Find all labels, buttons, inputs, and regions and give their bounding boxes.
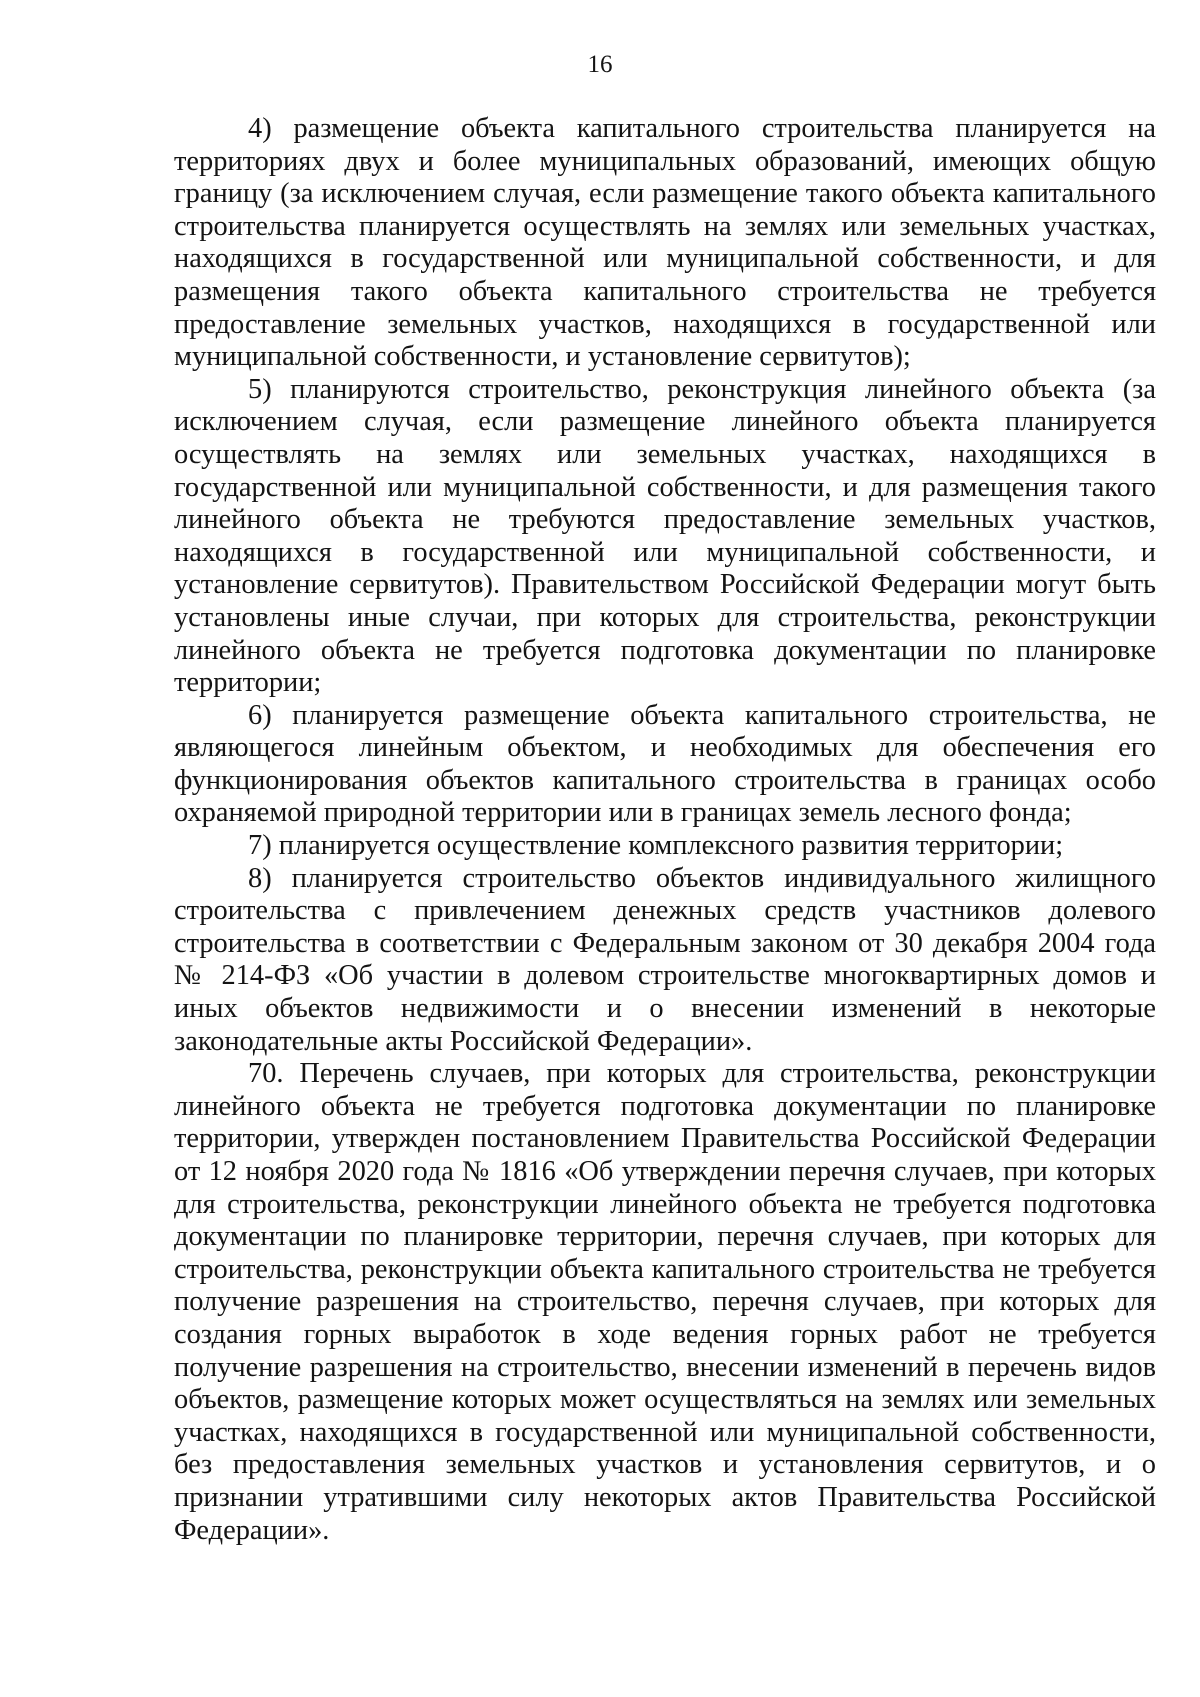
list-item-5: 5) планируются строительство, реконструкция линейного объекта (за исключением случая, если размещение линейного объекта планируется осуществлять на землях или земельных участках, находящихся в государственной или муниципальной собственности, и для размещения такого линейного объекта не требуются предоставление земельных участков, находящихся в государственной или муниципальной собственности, и установление сервитутов). Правительством Российской Федерации могут быть установлены иные случаи, при которых для строительства, реконструкции линейного объекта не требуется подготовка документации по планировке территории;	[174, 373, 1156, 699]
document-body	[174, 113, 1156, 1547]
page-number: 16	[587, 51, 613, 78]
list-item-4: 4) размещение объекта капитального строительства планируется на территориях двух и более муниципальных образований, имеющих общую границу (за исключением случая, если размещение такого объекта капитального строительства планируется осуществлять на землях или земельных участках, находящихся в государственной или муниципальной собственности, и для размещения такого объекта капитального строительства не требуется предоставление земельных участков, находящихся в государственной или муниципальной собственности, и установление сервитутов);	[174, 113, 1156, 373]
paragraph-70: 70. Перечень случаев, при которых для строительства, реконструкции линейного объекта не требуется подготовка документации по планировке территории, утвержден постановлением Правительства Российской Федерации от 12 ноября 2020 года № 1816 «Об утверждении перечня случаев, при которых для строительства, реконструкции линейного объекта не требуется подготовка документации по планировке территории, перечня случаев, при которых для строительства, реконструкции объекта капитального строительства не требуется получение разрешения на строительство, перечня случаев, при которых для создания горных выработок в ходе ведения горных работ не требуется получение разрешения на строительство, внесении изменений в перечень видов объектов, размещение которых может осуществляться на землях или земельных участках, находящихся в государственной или муниципальной собственности, без предоставления земельных участков и установления сервитутов, и о признании утратившими силу некоторых актов Правительства Российской Федерации».	[174, 1058, 1156, 1546]
list-item-6: 6) планируется размещение объекта капитального строительства, не являющегося линейным объектом, и необходимых для обеспечения его функционирования объектов капитального строительства в границах особо охраняемой природной территории или в границах земель лесного фонда;	[174, 699, 1156, 829]
list-item-8: 8) планируется строительство объектов индивидуального жилищного строительства с привлечением денежных средств участников долевого строительства в соответствии с Федеральным законом от 30 декабря 2004 года № 214-ФЗ «Об участии в долевом строительстве многоквартирных домов и иных объектов недвижимости и о внесении изменений в некоторые законодательные акты Российской Федерации».	[174, 862, 1156, 1057]
list-item-7: 7) планируется осуществление комплексного развития территории;	[248, 830, 1064, 862]
